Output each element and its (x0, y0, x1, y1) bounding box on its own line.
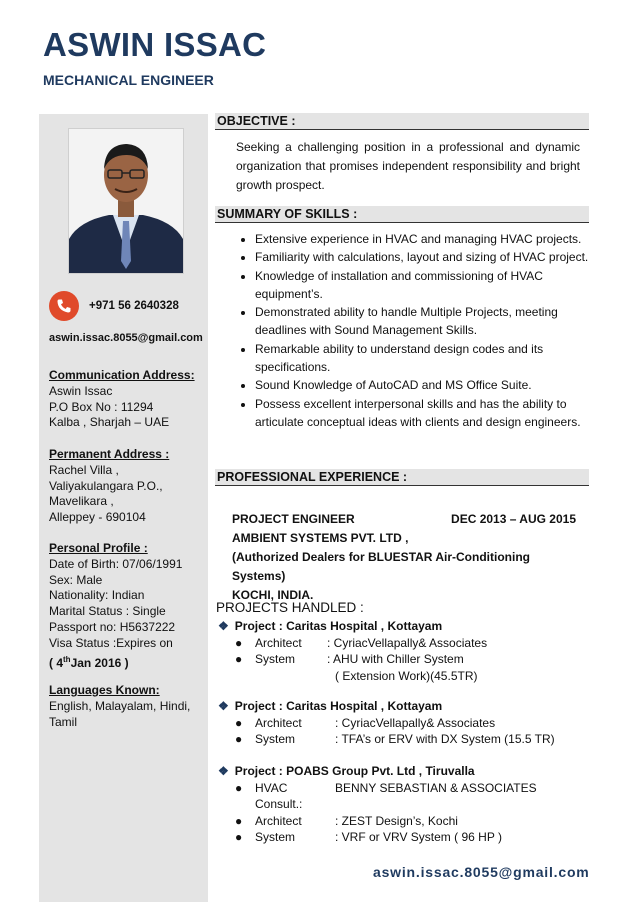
project-item-value: : ZEST Design’s, Kochi (335, 813, 458, 828)
communication-address (49, 368, 195, 431)
project-item-value: : AHU with Chiller System (327, 652, 464, 666)
skills-heading: SUMMARY OF SKILLS : (215, 206, 589, 223)
profile-line: Sex: Male (49, 572, 103, 587)
project-title: Project : POABS Group Pvt. Ltd , Tiruvalla (234, 764, 475, 778)
project-item-value: BENNY SEBASTIAN & ASSOCIATES (335, 780, 537, 795)
profile-photo (68, 128, 184, 274)
project-item-key: System (255, 830, 296, 844)
skills-list (236, 230, 607, 431)
project-item-key: Architect (255, 635, 302, 650)
profile-line: Date of Birth: 07/06/1991 (49, 556, 183, 571)
address-line: Aswin Issac (49, 383, 113, 398)
candidate-title: MECHANICAL ENGINEER (43, 72, 214, 88)
experience-heading: PROFESSIONAL EXPERIENCE : (215, 469, 589, 486)
languages-line: English, Malayalam, Hindi, (49, 698, 191, 713)
project-entry: ❖ Project : Caritas Hospital , Kottayam ● Architect : CyriacVellapally& Associates ● System : AHU with Chiller System ( Extension Work)(45.5TR) (218, 619, 488, 683)
project-item-key: System (255, 732, 296, 746)
experience-entry (232, 510, 576, 605)
diamond-star-icon: ❖ (218, 764, 229, 778)
skill-item: • Knowledge of installation and commissioning of HVAC equipment’s. (255, 267, 607, 304)
skill-item: • Familiarity with calculations, layout and sizing of HVAC project. (255, 248, 607, 266)
phone-contact (49, 291, 179, 321)
permanent-address-heading: Permanent Address : (49, 447, 170, 461)
address-line: Valiyakulangara P.O., (49, 478, 163, 493)
company-note: (Authorized Dealers for BLUESTAR Air-Conditioning Systems) (232, 550, 530, 583)
languages-known (49, 683, 190, 730)
job-location: KOCHI, INDIA. (232, 588, 314, 602)
diamond-star-icon: ❖ (218, 699, 229, 713)
job-dates: DEC 2013 – AUG 2015 (451, 512, 576, 526)
company-name: AMBIENT SYSTEMS PVT. LTD , (232, 531, 409, 545)
visa-expiry: ( 4thJan 2016 ) (49, 654, 129, 670)
address-line: P.O Box No : 11294 (49, 399, 154, 414)
project-entry: ❖ Project : Caritas Hospital , Kottayam ● Architect : CyriacVellapally& Associates ● System : TFA’s or ERV with DX System (15.5 TR) (218, 699, 555, 746)
project-item-key: System (255, 652, 296, 666)
project-title: Project : Caritas Hospital , Kottayam (234, 699, 443, 713)
project-item-key: HVAC Consult.: (255, 780, 303, 811)
objective-heading: OBJECTIVE : (215, 113, 589, 130)
profile-line: Nationality: Indian (49, 588, 145, 603)
project-item-value: : CyriacVellapally& Associates (327, 635, 488, 650)
skill-item: • Possess excellent interpersonal skills and has the ability to articulate conceptual ideas with clients and design engineers. (255, 395, 607, 432)
languages-heading: Languages Known: (49, 683, 160, 697)
project-item-value: : CyriacVellapally& Associates (335, 715, 496, 730)
address-line: Kalba , Sharjah – UAE (49, 415, 170, 430)
personal-profile (49, 541, 182, 671)
footer-email[interactable]: aswin.issac.8055@gmail.com (373, 864, 590, 880)
sidebar-email[interactable]: aswin.issac.8055@gmail.com (49, 332, 203, 344)
profile-line: Visa Status :Expires on (49, 635, 173, 650)
diamond-star-icon: ❖ (218, 619, 229, 633)
skill-item: • Remarkable ability to understand design codes and its specifications. (255, 340, 607, 377)
profile-line: Marital Status : Single (49, 604, 166, 619)
project-item-key: Architect (255, 813, 302, 828)
skill-item: • Extensive experience in HVAC and managing HVAC projects. (255, 230, 607, 248)
project-item-value: : VRF or VRV System ( 96 HP ) (335, 830, 502, 844)
phone-icon (49, 291, 79, 321)
profile-line: Passport no: H5637222 (49, 619, 176, 634)
address-line: Rachel Villa , (49, 462, 119, 477)
project-entry: ❖ Project : POABS Group Pvt. Ltd , Tiruvalla ● HVAC Consult.: BENNY SEBASTIAN & ASSOCIATES ● Architect : ZEST Design’s, Kochi ● System : VRF or VRV System ( 96 HP ) (218, 764, 537, 844)
languages-line: Tamil (49, 714, 78, 729)
candidate-name: ASWIN ISSAC (43, 26, 267, 63)
address-line: Alleppey - 690104 (49, 510, 146, 525)
communication-address-heading: Communication Address: (49, 368, 195, 382)
job-role: PROJECT ENGINEER (232, 512, 355, 526)
skill-item: • Demonstrated ability to handle Multiple Projects, meeting deadlines with Sound Management Skills. (255, 303, 607, 340)
phone-number: +971 56 2640328 (89, 300, 179, 312)
address-line: Mavelikara , (49, 494, 114, 509)
permanent-address (49, 447, 169, 526)
skill-item: • Sound Knowledge of AutoCAD and MS Office Suite. (255, 376, 607, 394)
personal-profile-heading: Personal Profile : (49, 541, 148, 555)
project-title: Project : Caritas Hospital , Kottayam (234, 619, 443, 633)
project-extra: ( Extension Work)(45.5TR) (335, 668, 478, 683)
objective-text: Seeking a challenging position in a professional and dynamic organization that promises independent responsibility and bright growth prospect. (236, 140, 580, 192)
project-item-value: : TFA’s or ERV with DX System (15.5 TR) (335, 732, 555, 746)
projects-heading: PROJECTS HANDLED : (216, 600, 364, 615)
project-item-key: Architect (255, 715, 302, 730)
